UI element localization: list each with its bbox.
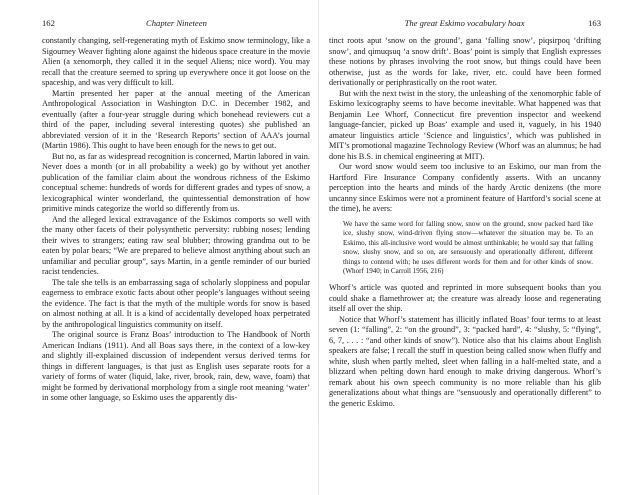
right-paragraph: tinct roots aput ‘snow on the ground’, gana ‘falling snow’, piqsirpoq ‘drifting snow’, and qimuqsuq ‘a snow drift’. Boas’ point is simply that English expresses these notions by phrases involving the root snow, but things could have been otherwise, just as the words for lake, river, etc. could have been formed derivationally or periphrastically on the root water.	[329, 36, 601, 87]
left-page	[42, 18, 310, 404]
left-paragraph: The tale she tells is an embarrassing saga of scholarly sloppiness and popular eagerness to embrace exotic facts about other people’s languages without seeing the evidence. The fact is that the myth of the multiple words for snow is based on almost nothing at all. It is a kind of accidentally developed hoax perpetrated by the anthropological linguistics community on itself.	[42, 277, 310, 329]
section-title: The great Eskimo vocabulary hoax	[404, 18, 525, 28]
chapter-title: Chapter Nineteen	[146, 18, 207, 28]
left-paragraph: constantly changing, self-regenerating myth of Eskimo snow terminology, like a Sigourney Weaver fighting alone against the hideous space creature in the movie Alien (a xenomorph, they called it in the sequel Aliens; nice word). You may recall that the creature seemed to spring up everywhere once it got loose on the spaceship, and was very difficult to kill.	[42, 36, 310, 87]
left-paragraph: But no, as far as widespread recognition is concerned, Martin labored in vain. Never does a month (or in all probability a week) go by without yet another publication of the familiar claim about the wondrous richness of the Eskimo conceptual scheme: hundreds of words for different grades and types of snow, a lexicographical winter wonderland, the quintessential demonstration of how primitive minds categorize the world so differently from us.	[42, 151, 310, 213]
left-body	[42, 36, 310, 404]
right-body	[329, 36, 601, 409]
right-paragraph: Notice that Whorf’s statement has illicitly inflated Boas’ four terms to at least seven (1: “falling”, 2: “on the ground”, 3: “packed hard”, 4: “slushy, 5: “flying”, 6, 7, . . . : “and other kinds of snow”). Notice also that his claims about English speakers are false; I recall the stuff in question being called snow when fluffy and white, slush when partly melted, sleet when falling in a half-melted state, and a blizzard when pelting down hard enough to make driving dangerous. Whorf’s remark about his own speech community is no more reliable than his glib generalizations about what things are “sensuously and operationally different” to the generic Eskimo.	[329, 314, 601, 408]
left-paragraph: Martin presented her paper at the annual meeting of the American Anthropological Association in Washington D.C. in December 1982, and eventually (after a four-year struggle during which bonehead reviewers cut a third of the paper, including several interesting quotes) she published an abbreviated version of it in the ‘Research Reports’ section of AAA’s journal (Martin 1986). This ought to have been enough for the news to get out.	[42, 88, 310, 150]
right-paragraph: Our word snow would seem too inclusive to an Eskimo, our man from the Hartford Fire Insurance Company confidently asserts. With an uncanny perception into the hearts and minds of the hardy Arctic denizens (the more uncanny since Eskimos were not a prominent feature of Hartford’s social scene at the time), he avers:	[329, 162, 601, 213]
left-page-number: 162	[42, 18, 55, 28]
right-running-head	[329, 18, 601, 32]
left-paragraph: The original source is Franz Boas’ introduction to The Handbook of North American Indians (1911). And all Boas says there, in the context of a low-key and slightly ill-explained discussion of independent versus derived terms for things in different languages, is that just as English uses separate roots for a variety of forms of water (liquid, lake, river, brook, rain, dew, wave, foam) that might be formed by derivational morphology from a single root meaning ‘water’ in some other language, so Eskimo uses the apparently dis-	[42, 330, 310, 402]
left-paragraph: And the alleged lexical extravagance of the Eskimos comports so well with the many other facets of their polysynthetic perversity: rubbing noses; lending their wives to strangers; eating raw seal blubber; throwing grandma out to be eaten by polar bears; “We are prepared to believe almost anything about such an unfamiliar and peculiar group”, says Martin, in a gentle reminder of our buried racist tendencies.	[42, 214, 310, 276]
right-paragraph: Whorf’s article was quoted and reprinted in more subsequent books than you could shake a flamethrower at; the creature was already loose and regenerating itself all over the ship.	[329, 283, 601, 314]
right-page-number: 163	[588, 18, 601, 28]
page-gutter	[318, 0, 319, 495]
left-running-head	[42, 18, 310, 32]
right-paragraph: But with the next twist in the story, the unleashing of the xenomorphic fable of Eskimo lexicography seems to have become inevitable. What happened was that Benjamin Lee Whorf, Connecticut fire prevention inspector and weekend language-fancier, picked up Boas’ example and used it, vaguely, in his 1940 amateur linguistics article ‘Science and linguistics’, which was published in MIT’s promotional magazine Technology Review (Whorf was an alumnus; he had done his B.S. in chemical engineering at MIT).	[329, 88, 601, 161]
whorf-block-quote: We have the same word for falling snow, snow on the ground, snow packed hard like ice, slushy snow, wind-driven flying snow—whatever the situation may be. To an Eskimo, this all-inclusive word would be almost unthinkable; he would say that falling snow, slushy snow, and so on, are sensuously and operationally different, different things to contend with; he uses different words for them and for other kinds of snow. (Whorf 1940; in Carroll 1956, 216)	[343, 219, 593, 276]
right-page	[329, 18, 601, 409]
